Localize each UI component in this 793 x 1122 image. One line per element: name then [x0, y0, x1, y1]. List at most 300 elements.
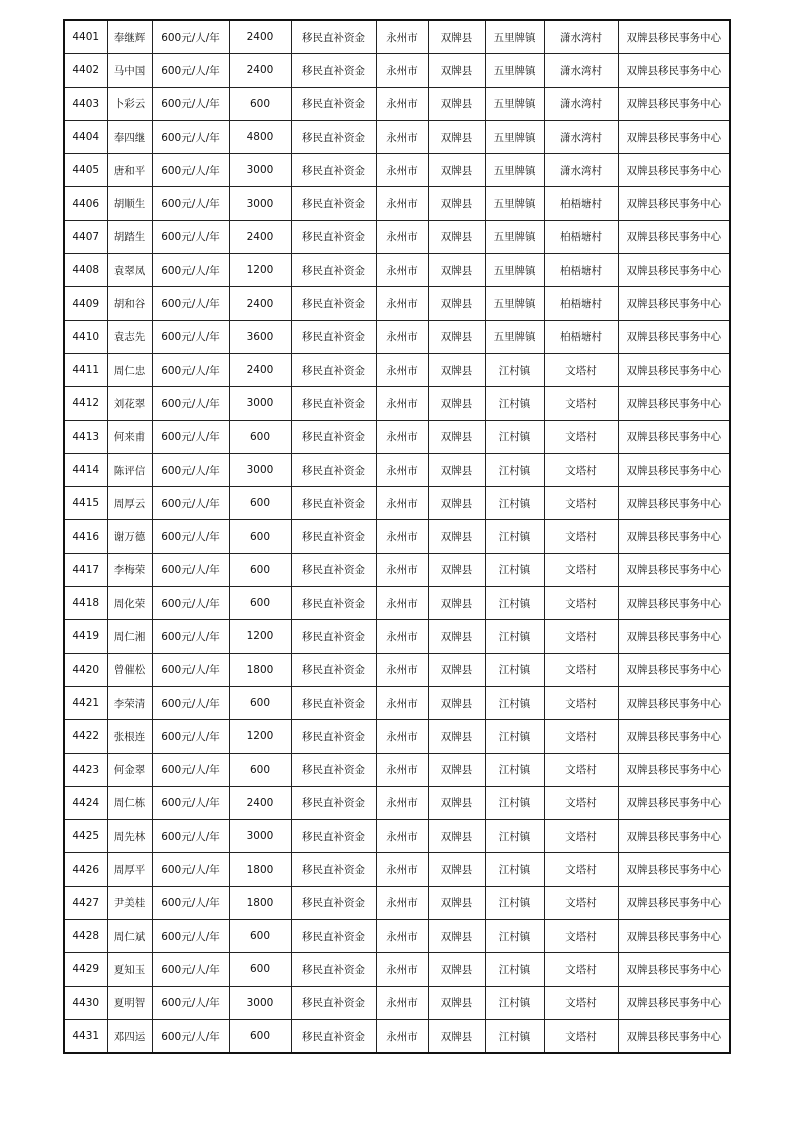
village-cell: 文塔村: [544, 886, 618, 919]
town-cell: 五里牌镇: [485, 120, 544, 153]
fund-type-cell: 移民直补资金: [291, 920, 376, 953]
city-cell: 永州市: [376, 587, 428, 620]
agency-cell: 双牌县移民事务中心: [618, 353, 730, 386]
county-cell: 双牌县: [428, 453, 485, 486]
amount-cell: 3000: [229, 187, 291, 220]
county-cell: 双牌县: [428, 653, 485, 686]
table-row: [64, 20, 730, 54]
table-row: [64, 686, 730, 719]
name-cell: 李荣清: [107, 686, 152, 719]
agency-cell: 双牌县移民事务中心: [618, 154, 730, 187]
agency-cell: 双牌县移民事务中心: [618, 87, 730, 120]
fund-type-cell: 移民直补资金: [291, 220, 376, 253]
city-cell: 永州市: [376, 853, 428, 886]
city-cell: 永州市: [376, 54, 428, 87]
village-cell: 文塔村: [544, 453, 618, 486]
village-cell: 柏梧塘村: [544, 187, 618, 220]
table-row: [64, 87, 730, 120]
town-cell: 江村镇: [485, 1019, 544, 1053]
table-row: [64, 953, 730, 986]
fund-type-cell: 移民直补资金: [291, 553, 376, 586]
town-cell: 江村镇: [485, 453, 544, 486]
table-row: [64, 587, 730, 620]
name-cell: 邓四运: [107, 1019, 152, 1053]
table-row: [64, 886, 730, 919]
row-id-cell: 4404: [64, 120, 107, 153]
name-cell: 奉四继: [107, 120, 152, 153]
amount-cell: 600: [229, 1019, 291, 1053]
town-cell: 江村镇: [485, 786, 544, 819]
amount-cell: 1800: [229, 653, 291, 686]
amount-cell: 3000: [229, 820, 291, 853]
table-row: [64, 254, 730, 287]
agency-cell: 双牌县移民事务中心: [618, 220, 730, 253]
name-cell: 周先林: [107, 820, 152, 853]
amount-cell: 600: [229, 587, 291, 620]
standard-cell: 600元/人/年: [152, 753, 229, 786]
city-cell: 永州市: [376, 720, 428, 753]
fund-type-cell: 移民直补资金: [291, 720, 376, 753]
table-row: [64, 520, 730, 553]
city-cell: 永州市: [376, 886, 428, 919]
city-cell: 永州市: [376, 786, 428, 819]
agency-cell: 双牌县移民事务中心: [618, 620, 730, 653]
town-cell: 五里牌镇: [485, 287, 544, 320]
row-id-cell: 4407: [64, 220, 107, 253]
standard-cell: 600元/人/年: [152, 820, 229, 853]
table-row: [64, 187, 730, 220]
city-cell: 永州市: [376, 520, 428, 553]
row-id-cell: 4408: [64, 254, 107, 287]
standard-cell: 600元/人/年: [152, 254, 229, 287]
village-cell: 文塔村: [544, 853, 618, 886]
town-cell: 五里牌镇: [485, 187, 544, 220]
city-cell: 永州市: [376, 553, 428, 586]
town-cell: 五里牌镇: [485, 87, 544, 120]
city-cell: 永州市: [376, 387, 428, 420]
standard-cell: 600元/人/年: [152, 87, 229, 120]
agency-cell: 双牌县移民事务中心: [618, 753, 730, 786]
agency-cell: 双牌县移民事务中心: [618, 986, 730, 1019]
row-id-cell: 4409: [64, 287, 107, 320]
name-cell: 夏知玉: [107, 953, 152, 986]
village-cell: 文塔村: [544, 753, 618, 786]
amount-cell: 600: [229, 553, 291, 586]
county-cell: 双牌县: [428, 154, 485, 187]
village-cell: 文塔村: [544, 553, 618, 586]
name-cell: 周仁栋: [107, 786, 152, 819]
row-id-cell: 4423: [64, 753, 107, 786]
standard-cell: 600元/人/年: [152, 520, 229, 553]
name-cell: 周厚平: [107, 853, 152, 886]
agency-cell: 双牌县移民事务中心: [618, 120, 730, 153]
amount-cell: 2400: [229, 20, 291, 54]
standard-cell: 600元/人/年: [152, 120, 229, 153]
amount-cell: 600: [229, 920, 291, 953]
city-cell: 永州市: [376, 187, 428, 220]
name-cell: 李梅荣: [107, 553, 152, 586]
amount-cell: 1200: [229, 254, 291, 287]
county-cell: 双牌县: [428, 220, 485, 253]
row-id-cell: 4416: [64, 520, 107, 553]
name-cell: 周厚云: [107, 487, 152, 520]
city-cell: 永州市: [376, 820, 428, 853]
village-cell: 文塔村: [544, 520, 618, 553]
name-cell: 卜彩云: [107, 87, 152, 120]
town-cell: 江村镇: [485, 553, 544, 586]
county-cell: 双牌县: [428, 786, 485, 819]
county-cell: 双牌县: [428, 420, 485, 453]
town-cell: 江村镇: [485, 753, 544, 786]
standard-cell: 600元/人/年: [152, 353, 229, 386]
agency-cell: 双牌县移民事务中心: [618, 853, 730, 886]
table-row: [64, 420, 730, 453]
town-cell: 江村镇: [485, 620, 544, 653]
name-cell: 奉继辉: [107, 20, 152, 54]
table-row: [64, 720, 730, 753]
agency-cell: 双牌县移民事务中心: [618, 453, 730, 486]
standard-cell: 600元/人/年: [152, 886, 229, 919]
fund-type-cell: 移民直补资金: [291, 853, 376, 886]
village-cell: 文塔村: [544, 587, 618, 620]
row-id-cell: 4428: [64, 920, 107, 953]
agency-cell: 双牌县移民事务中心: [618, 520, 730, 553]
town-cell: 五里牌镇: [485, 154, 544, 187]
name-cell: 胡踏生: [107, 220, 152, 253]
city-cell: 永州市: [376, 920, 428, 953]
standard-cell: 600元/人/年: [152, 553, 229, 586]
county-cell: 双牌县: [428, 1019, 485, 1053]
city-cell: 永州市: [376, 453, 428, 486]
town-cell: 江村镇: [485, 420, 544, 453]
fund-type-cell: 移民直补资金: [291, 953, 376, 986]
standard-cell: 600元/人/年: [152, 653, 229, 686]
fund-type-cell: 移民直补资金: [291, 20, 376, 54]
amount-cell: 1200: [229, 620, 291, 653]
county-cell: 双牌县: [428, 587, 485, 620]
village-cell: 文塔村: [544, 387, 618, 420]
amount-cell: 3000: [229, 387, 291, 420]
city-cell: 永州市: [376, 353, 428, 386]
amount-cell: 3000: [229, 154, 291, 187]
county-cell: 双牌县: [428, 686, 485, 719]
village-cell: 文塔村: [544, 653, 618, 686]
table-row: [64, 553, 730, 586]
city-cell: 永州市: [376, 420, 428, 453]
row-id-cell: 4411: [64, 353, 107, 386]
county-cell: 双牌县: [428, 187, 485, 220]
county-cell: 双牌县: [428, 487, 485, 520]
row-id-cell: 4419: [64, 620, 107, 653]
village-cell: 文塔村: [544, 686, 618, 719]
county-cell: 双牌县: [428, 853, 485, 886]
name-cell: 陈评信: [107, 453, 152, 486]
amount-cell: 600: [229, 753, 291, 786]
village-cell: 文塔村: [544, 1019, 618, 1053]
amount-cell: 3600: [229, 320, 291, 353]
standard-cell: 600元/人/年: [152, 1019, 229, 1053]
amount-cell: 2400: [229, 287, 291, 320]
county-cell: 双牌县: [428, 20, 485, 54]
agency-cell: 双牌县移民事务中心: [618, 886, 730, 919]
row-id-cell: 4401: [64, 20, 107, 54]
amount-cell: 600: [229, 487, 291, 520]
standard-cell: 600元/人/年: [152, 920, 229, 953]
village-cell: 柏梧塘村: [544, 220, 618, 253]
name-cell: 袁志先: [107, 320, 152, 353]
amount-cell: 2400: [229, 786, 291, 819]
standard-cell: 600元/人/年: [152, 20, 229, 54]
fund-type-cell: 移民直补资金: [291, 986, 376, 1019]
row-id-cell: 4421: [64, 686, 107, 719]
name-cell: 周化荣: [107, 587, 152, 620]
table-row: [64, 287, 730, 320]
agency-cell: 双牌县移民事务中心: [618, 420, 730, 453]
fund-type-cell: 移民直补资金: [291, 420, 376, 453]
agency-cell: 双牌县移民事务中心: [618, 254, 730, 287]
standard-cell: 600元/人/年: [152, 686, 229, 719]
town-cell: 江村镇: [485, 820, 544, 853]
city-cell: 永州市: [376, 686, 428, 719]
fund-type-cell: 移民直补资金: [291, 653, 376, 686]
county-cell: 双牌县: [428, 720, 485, 753]
amount-cell: 1800: [229, 886, 291, 919]
amount-cell: 600: [229, 953, 291, 986]
table-row: [64, 487, 730, 520]
fund-type-cell: 移民直补资金: [291, 87, 376, 120]
standard-cell: 600元/人/年: [152, 420, 229, 453]
amount-cell: 600: [229, 686, 291, 719]
city-cell: 永州市: [376, 320, 428, 353]
table-row: [64, 1019, 730, 1053]
city-cell: 永州市: [376, 986, 428, 1019]
name-cell: 周仁忠: [107, 353, 152, 386]
name-cell: 夏明智: [107, 986, 152, 1019]
city-cell: 永州市: [376, 953, 428, 986]
standard-cell: 600元/人/年: [152, 620, 229, 653]
village-cell: 柏梧塘村: [544, 254, 618, 287]
agency-cell: 双牌县移民事务中心: [618, 387, 730, 420]
county-cell: 双牌县: [428, 986, 485, 1019]
standard-cell: 600元/人/年: [152, 220, 229, 253]
row-id-cell: 4403: [64, 87, 107, 120]
fund-type-cell: 移民直补资金: [291, 520, 376, 553]
standard-cell: 600元/人/年: [152, 320, 229, 353]
row-id-cell: 4427: [64, 886, 107, 919]
row-id-cell: 4413: [64, 420, 107, 453]
village-cell: 潇水湾村: [544, 20, 618, 54]
fund-type-cell: 移民直补资金: [291, 120, 376, 153]
city-cell: 永州市: [376, 120, 428, 153]
fund-type-cell: 移民直补资金: [291, 287, 376, 320]
town-cell: 江村镇: [485, 587, 544, 620]
fund-type-cell: 移民直补资金: [291, 387, 376, 420]
row-id-cell: 4425: [64, 820, 107, 853]
town-cell: 江村镇: [485, 986, 544, 1019]
fund-type-cell: 移民直补资金: [291, 187, 376, 220]
standard-cell: 600元/人/年: [152, 453, 229, 486]
name-cell: 曾催松: [107, 653, 152, 686]
fund-type-cell: 移民直补资金: [291, 353, 376, 386]
city-cell: 永州市: [376, 653, 428, 686]
town-cell: 江村镇: [485, 920, 544, 953]
fund-type-cell: 移民直补资金: [291, 820, 376, 853]
county-cell: 双牌县: [428, 753, 485, 786]
town-cell: 江村镇: [485, 353, 544, 386]
county-cell: 双牌县: [428, 553, 485, 586]
city-cell: 永州市: [376, 154, 428, 187]
table-row: [64, 453, 730, 486]
fund-type-cell: 移民直补资金: [291, 587, 376, 620]
row-id-cell: 4431: [64, 1019, 107, 1053]
town-cell: 江村镇: [485, 953, 544, 986]
name-cell: 刘花翠: [107, 387, 152, 420]
agency-cell: 双牌县移民事务中心: [618, 786, 730, 819]
row-id-cell: 4412: [64, 387, 107, 420]
agency-cell: 双牌县移民事务中心: [618, 587, 730, 620]
amount-cell: 2400: [229, 220, 291, 253]
county-cell: 双牌县: [428, 886, 485, 919]
name-cell: 唐和平: [107, 154, 152, 187]
fund-type-cell: 移民直补资金: [291, 154, 376, 187]
row-id-cell: 4402: [64, 54, 107, 87]
village-cell: 文塔村: [544, 487, 618, 520]
village-cell: 文塔村: [544, 420, 618, 453]
name-cell: 周仁湘: [107, 620, 152, 653]
town-cell: 江村镇: [485, 387, 544, 420]
name-cell: 何来甫: [107, 420, 152, 453]
agency-cell: 双牌县移民事务中心: [618, 653, 730, 686]
village-cell: 文塔村: [544, 953, 618, 986]
standard-cell: 600元/人/年: [152, 287, 229, 320]
row-id-cell: 4406: [64, 187, 107, 220]
fund-type-cell: 移民直补资金: [291, 254, 376, 287]
amount-cell: 600: [229, 87, 291, 120]
village-cell: 文塔村: [544, 820, 618, 853]
village-cell: 潇水湾村: [544, 120, 618, 153]
standard-cell: 600元/人/年: [152, 953, 229, 986]
town-cell: 五里牌镇: [485, 254, 544, 287]
standard-cell: 600元/人/年: [152, 187, 229, 220]
fund-type-cell: 移民直补资金: [291, 54, 376, 87]
town-cell: 江村镇: [485, 720, 544, 753]
standard-cell: 600元/人/年: [152, 487, 229, 520]
fund-type-cell: 移民直补资金: [291, 320, 376, 353]
agency-cell: 双牌县移民事务中心: [618, 920, 730, 953]
amount-cell: 600: [229, 520, 291, 553]
county-cell: 双牌县: [428, 820, 485, 853]
city-cell: 永州市: [376, 87, 428, 120]
county-cell: 双牌县: [428, 920, 485, 953]
row-id-cell: 4426: [64, 853, 107, 886]
county-cell: 双牌县: [428, 54, 485, 87]
name-cell: 胡顺生: [107, 187, 152, 220]
village-cell: 柏梧塘村: [544, 287, 618, 320]
county-cell: 双牌县: [428, 953, 485, 986]
amount-cell: 2400: [229, 353, 291, 386]
county-cell: 双牌县: [428, 620, 485, 653]
town-cell: 江村镇: [485, 487, 544, 520]
agency-cell: 双牌县移民事务中心: [618, 487, 730, 520]
name-cell: 张根连: [107, 720, 152, 753]
name-cell: 胡和谷: [107, 287, 152, 320]
city-cell: 永州市: [376, 620, 428, 653]
village-cell: 文塔村: [544, 920, 618, 953]
county-cell: 双牌县: [428, 87, 485, 120]
town-cell: 五里牌镇: [485, 320, 544, 353]
amount-cell: 600: [229, 420, 291, 453]
table-row: [64, 820, 730, 853]
name-cell: 周仁斌: [107, 920, 152, 953]
table-row: [64, 986, 730, 1019]
name-cell: 何金翠: [107, 753, 152, 786]
row-id-cell: 4417: [64, 553, 107, 586]
table-row: [64, 320, 730, 353]
county-cell: 双牌县: [428, 387, 485, 420]
table-row: [64, 54, 730, 87]
town-cell: 江村镇: [485, 520, 544, 553]
standard-cell: 600元/人/年: [152, 853, 229, 886]
standard-cell: 600元/人/年: [152, 54, 229, 87]
table-row: [64, 120, 730, 153]
agency-cell: 双牌县移民事务中心: [618, 953, 730, 986]
row-id-cell: 4420: [64, 653, 107, 686]
table-row: [64, 220, 730, 253]
row-id-cell: 4414: [64, 453, 107, 486]
amount-cell: 1800: [229, 853, 291, 886]
agency-cell: 双牌县移民事务中心: [618, 287, 730, 320]
fund-type-cell: 移民直补资金: [291, 1019, 376, 1053]
row-id-cell: 4410: [64, 320, 107, 353]
village-cell: 潇水湾村: [544, 54, 618, 87]
name-cell: 袁翠凤: [107, 254, 152, 287]
agency-cell: 双牌县移民事务中心: [618, 1019, 730, 1053]
town-cell: 江村镇: [485, 886, 544, 919]
table-row: [64, 853, 730, 886]
village-cell: 潇水湾村: [544, 154, 618, 187]
name-cell: 尹美桂: [107, 886, 152, 919]
city-cell: 永州市: [376, 220, 428, 253]
standard-cell: 600元/人/年: [152, 587, 229, 620]
village-cell: 文塔村: [544, 720, 618, 753]
row-id-cell: 4415: [64, 487, 107, 520]
village-cell: 文塔村: [544, 786, 618, 819]
town-cell: 江村镇: [485, 853, 544, 886]
table-row: [64, 353, 730, 386]
row-id-cell: 4429: [64, 953, 107, 986]
fund-type-cell: 移民直补资金: [291, 686, 376, 719]
table-row: [64, 653, 730, 686]
row-id-cell: 4430: [64, 986, 107, 1019]
standard-cell: 600元/人/年: [152, 786, 229, 819]
agency-cell: 双牌县移民事务中心: [618, 320, 730, 353]
row-id-cell: 4424: [64, 786, 107, 819]
fund-type-cell: 移民直补资金: [291, 487, 376, 520]
town-cell: 五里牌镇: [485, 220, 544, 253]
county-cell: 双牌县: [428, 287, 485, 320]
table-row: [64, 387, 730, 420]
amount-cell: 4800: [229, 120, 291, 153]
agency-cell: 双牌县移民事务中心: [618, 187, 730, 220]
subsidy-table: [63, 19, 731, 1054]
table-row: [64, 154, 730, 187]
table-row: [64, 786, 730, 819]
village-cell: 潇水湾村: [544, 87, 618, 120]
name-cell: 马中国: [107, 54, 152, 87]
amount-cell: 3000: [229, 453, 291, 486]
village-cell: 文塔村: [544, 620, 618, 653]
fund-type-cell: 移民直补资金: [291, 886, 376, 919]
